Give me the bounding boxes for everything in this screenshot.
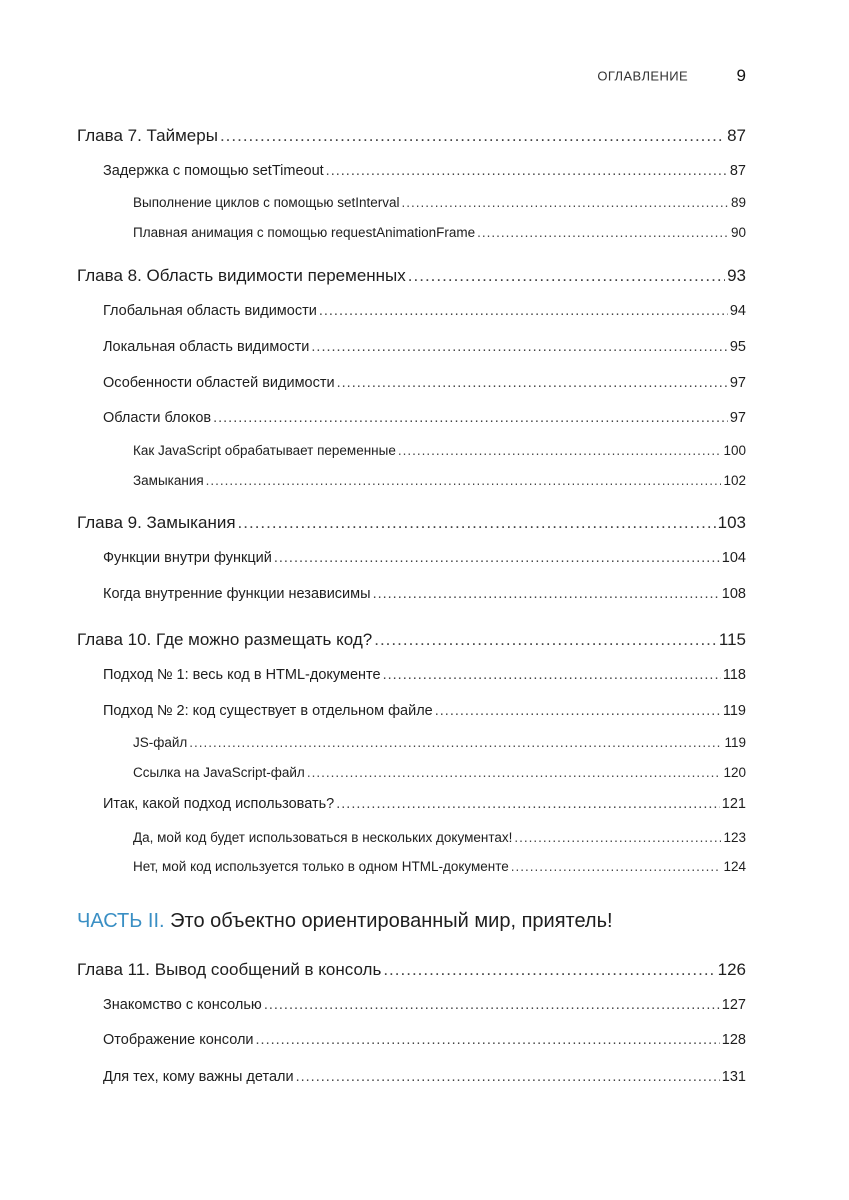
toc-entry-subsection bbox=[133, 765, 746, 780]
toc-entry-subsection bbox=[133, 195, 746, 210]
part-label: ЧАСТЬ II. bbox=[77, 910, 165, 932]
toc-entry-page: 103 bbox=[717, 513, 746, 532]
dot-leader bbox=[311, 339, 727, 355]
dot-leader bbox=[373, 586, 720, 602]
dot-leader bbox=[383, 960, 715, 980]
toc-entry-page: 97 bbox=[729, 375, 746, 391]
toc-entry-title: Функции внутри функций bbox=[103, 550, 272, 566]
toc-entry-title: Как JavaScript обрабатывает переменные bbox=[133, 443, 396, 458]
toc-entry-page: 93 bbox=[727, 266, 746, 285]
toc-entry-chapter-10 bbox=[77, 630, 746, 650]
toc-entry-title: Итак, какой подход использовать? bbox=[103, 796, 335, 812]
toc-entry-title: Глобальная область видимости bbox=[103, 303, 317, 319]
toc-entry-page: 87 bbox=[729, 163, 746, 179]
dot-leader bbox=[274, 550, 720, 566]
dot-leader bbox=[337, 375, 728, 391]
toc-entry-section bbox=[103, 586, 746, 602]
toc-entry-title: Знакомство с консолью bbox=[103, 997, 262, 1013]
toc-entry-title: Подход № 1: весь код в HTML-документе bbox=[103, 667, 381, 683]
page-number: 9 bbox=[736, 66, 746, 85]
toc-entry-title: Подход № 2: код существует в отдельном файле bbox=[103, 703, 433, 719]
toc-entry-page: 124 bbox=[723, 859, 746, 874]
toc-entry-page: 102 bbox=[723, 473, 746, 488]
toc-entry-section bbox=[103, 303, 746, 319]
dot-leader bbox=[511, 859, 722, 874]
dot-leader bbox=[408, 266, 725, 286]
toc-entry-title: Глава 10. Где можно размещать код? bbox=[77, 630, 373, 649]
toc-entry-chapter-11 bbox=[77, 960, 746, 980]
toc-entry-section bbox=[103, 667, 746, 683]
toc-entry-page: 131 bbox=[721, 1069, 746, 1085]
dot-leader bbox=[398, 443, 722, 458]
toc-entry-page: 121 bbox=[721, 796, 746, 812]
dot-leader bbox=[307, 765, 722, 780]
toc-entry-title: Нет, мой код используется только в одном HTML-документе bbox=[133, 859, 509, 874]
toc-entry-title: Области блоков bbox=[103, 410, 212, 426]
dot-leader bbox=[319, 303, 728, 319]
toc-entry-title: Для тех, кому важны детали bbox=[103, 1069, 294, 1085]
dot-leader bbox=[326, 163, 728, 179]
toc-entry-section bbox=[103, 796, 746, 812]
toc-entry-title: Локальная область видимости bbox=[103, 339, 310, 355]
dot-leader bbox=[256, 1032, 720, 1048]
dot-leader bbox=[264, 997, 720, 1013]
toc-entry-page: 90 bbox=[730, 225, 746, 240]
dot-leader bbox=[514, 830, 721, 845]
dot-leader bbox=[374, 630, 717, 650]
toc-entry-page: 108 bbox=[721, 586, 746, 602]
toc-entry-page: 87 bbox=[727, 126, 746, 145]
part-title: Это объектно ориентированный мир, приятель! bbox=[170, 910, 613, 932]
toc-entry-section bbox=[103, 550, 746, 566]
toc-entry-section bbox=[103, 703, 746, 719]
toc-entry-page: 94 bbox=[729, 303, 746, 319]
toc-entry-subsection bbox=[133, 443, 746, 458]
toc-entry-title: Плавная анимация с помощью requestAnimationFrame bbox=[133, 225, 476, 240]
dot-leader bbox=[189, 735, 722, 750]
toc-entry-section bbox=[103, 163, 746, 179]
toc-entry-subsection bbox=[133, 859, 746, 874]
toc-entry-chapter-7 bbox=[77, 126, 746, 146]
dot-leader bbox=[296, 1069, 720, 1085]
dot-leader bbox=[435, 703, 721, 719]
toc-entry-title: Глава 8. Область видимости переменных bbox=[77, 266, 406, 285]
toc-entry-subsection bbox=[133, 225, 746, 240]
toc-entry-page: 89 bbox=[730, 195, 746, 210]
dot-leader bbox=[220, 126, 725, 146]
toc-entry-subsection bbox=[133, 830, 746, 845]
dot-leader bbox=[336, 796, 720, 812]
toc-entry-title: Глава 11. Вывод сообщений в консоль bbox=[77, 960, 382, 979]
running-head bbox=[0, 66, 746, 86]
running-head-title: ОГЛАВЛЕНИЕ bbox=[597, 68, 689, 84]
dot-leader bbox=[238, 513, 716, 533]
part-heading bbox=[77, 910, 613, 933]
toc-entry-page: 120 bbox=[723, 765, 746, 780]
toc-entry-page: 128 bbox=[721, 1032, 746, 1048]
toc-entry-section bbox=[103, 1032, 746, 1048]
dot-leader bbox=[213, 410, 728, 426]
toc-entry-title: Когда внутренние функции независимы bbox=[103, 586, 371, 602]
toc-entry-page: 97 bbox=[729, 410, 746, 426]
dot-leader bbox=[477, 225, 729, 240]
dot-leader bbox=[402, 195, 729, 210]
toc-entry-title: Особенности областей видимости bbox=[103, 375, 335, 391]
dot-leader bbox=[206, 473, 722, 488]
toc-entry-title: Выполнение циклов с помощью setInterval bbox=[133, 195, 400, 210]
toc-entry-page: 100 bbox=[723, 443, 746, 458]
toc-entry-page: 127 bbox=[721, 997, 746, 1013]
toc-entry-title: Глава 9. Замыкания bbox=[77, 513, 236, 532]
toc-entry-title: Отображение консоли bbox=[103, 1032, 254, 1048]
toc-entry-page: 104 bbox=[721, 550, 746, 566]
toc-entry-page: 119 bbox=[724, 735, 746, 750]
toc-entry-section bbox=[103, 997, 746, 1013]
dot-leader bbox=[383, 667, 721, 683]
toc-entry-page: 119 bbox=[722, 703, 746, 719]
toc-entry-page: 126 bbox=[717, 960, 746, 979]
toc-entry-section bbox=[103, 375, 746, 391]
toc-entry-page: 95 bbox=[729, 339, 746, 355]
toc-entry-section bbox=[103, 339, 746, 355]
toc-entry-chapter-9 bbox=[77, 513, 746, 533]
toc-entry-title: Да, мой код будет использоваться в нескольких документах! bbox=[133, 830, 513, 845]
toc-entry-page: 123 bbox=[723, 830, 746, 845]
toc-entry-title: Ссылка на JavaScript-файл bbox=[133, 765, 305, 780]
toc-entry-title: JS-файл bbox=[133, 735, 188, 750]
toc-entry-title: Глава 7. Таймеры bbox=[77, 126, 218, 145]
toc-entry-title: Задержка с помощью setTimeout bbox=[103, 163, 324, 179]
toc-entry-subsection bbox=[133, 735, 746, 750]
toc-entry-subsection bbox=[133, 473, 746, 488]
toc-entry-page: 115 bbox=[718, 630, 746, 649]
toc-entry-page: 118 bbox=[722, 667, 746, 683]
toc-entry-section bbox=[103, 1069, 746, 1085]
toc-entry-chapter-8 bbox=[77, 266, 746, 286]
toc-entry-section bbox=[103, 410, 746, 426]
toc-entry-title: Замыкания bbox=[133, 473, 204, 488]
